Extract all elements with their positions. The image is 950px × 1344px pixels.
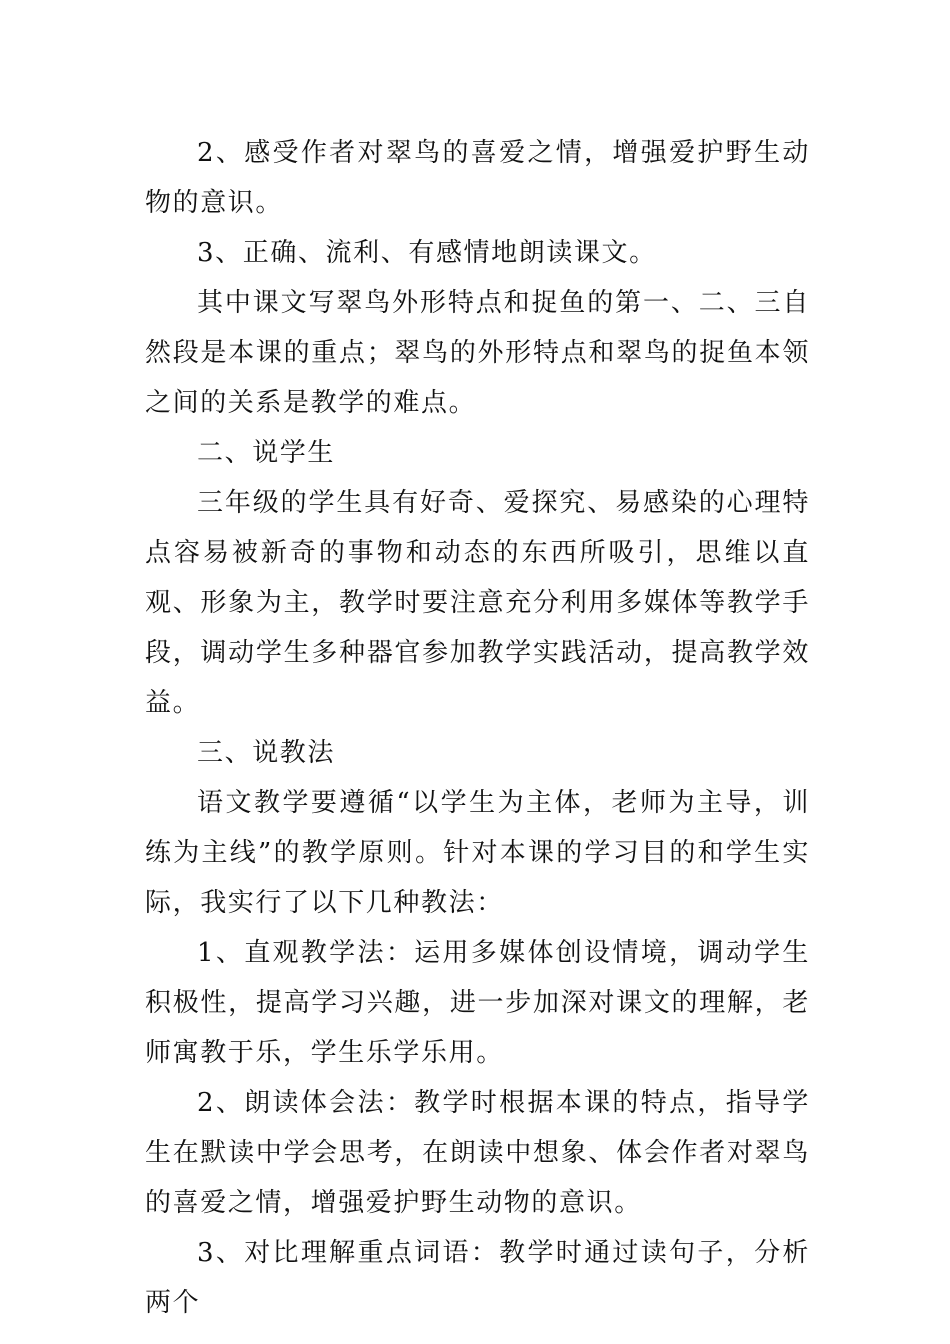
paragraph-method-2: 2、朗读体会法：教学时根据本课的特点，指导学生在默读中学会思考，在朗读中想象、体会作者对翠鸟的喜爱之情，增强爱护野生动物的意识。: [145, 1088, 810, 1218]
paragraph-goal-2: 2、感受作者对翠鸟的喜爱之情，增强爱护野生动物的意识。: [145, 138, 810, 218]
paragraph-key-points: 其中课文写翠鸟外形特点和捉鱼的第一、二、三自然段是本课的重点；翠鸟的外形特点和翠鸟的捉鱼本领之间的关系是教学的难点。: [145, 288, 810, 418]
paragraph-goal-3: 3、正确、流利、有感情地朗读课文。: [197, 238, 657, 268]
section-heading-students: 二、说学生: [197, 438, 336, 468]
section-heading-methods: 三、说教法: [197, 738, 336, 768]
paragraph-method-3: 3、对比理解重点词语：教学时通过读句子，分析两个: [145, 1238, 810, 1318]
paragraph-method-1: 1、直观教学法：运用多媒体创设情境，调动学生积极性，提高学习兴趣，进一步加深对课文的理解，老师寓教于乐，学生乐学乐用。: [145, 938, 810, 1068]
paragraph-methods-intro: 语文教学要遵循“以学生为主体，老师为主导，训练为主线”的教学原则。针对本课的学习目的和学生实际，我实行了以下几种教法：: [145, 788, 810, 918]
paragraph-students: 三年级的学生具有好奇、爱探究、易感染的心理特点容易被新奇的事物和动态的东西所吸引，思维以直观、形象为主，教学时要注意充分利用多媒体等教学手段，调动学生多种器官参加教学实践活动，提高教学效益。: [145, 488, 810, 718]
document-body: [145, 128, 810, 1328]
